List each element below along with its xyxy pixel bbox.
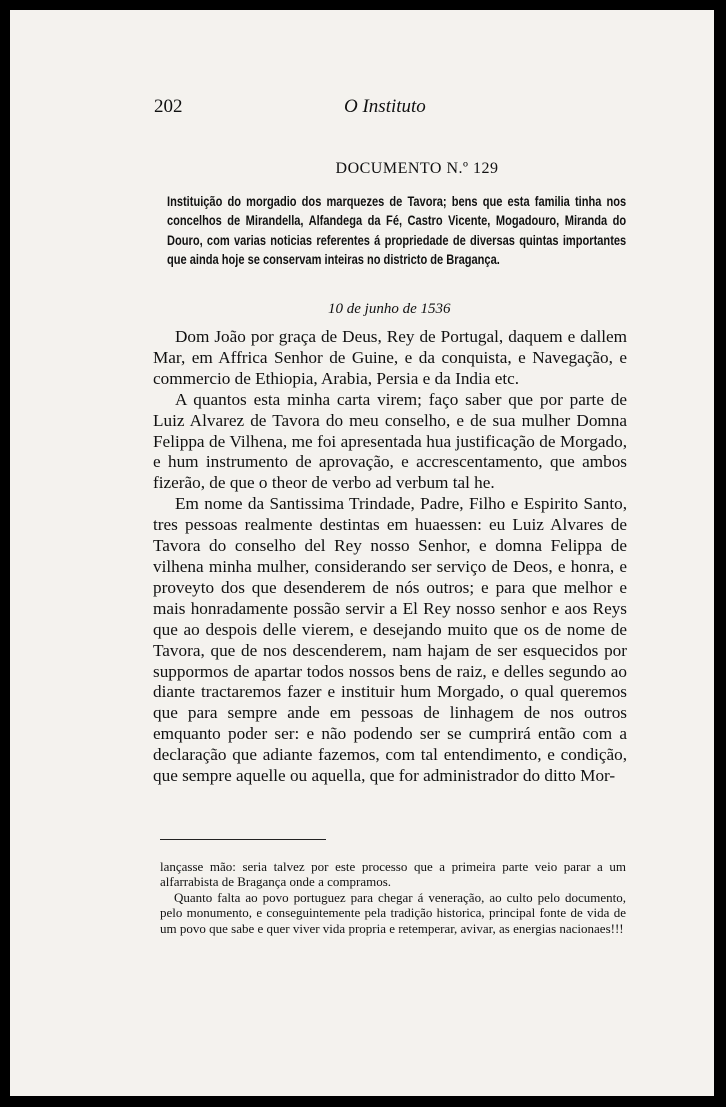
footnote-divider: [160, 839, 326, 840]
document-date: 10 de junho de 1536: [328, 301, 451, 317]
page-number: 202: [154, 96, 183, 117]
footnote-paragraph: Quanto falta ao povo portuguez para chegar á veneração, ao culto pelo documento, pelo monumento, e conseguintemente pela tradição historica, principal fonte de vida de um povo que sabe e quer viver vida propria e retemperar, avivar, as energias nacionaes!!!: [160, 889, 626, 936]
body-paragraph: Em nome da Santissima Trindade, Padre, Filho e Espirito Santo, tres pessoas realmente destintas em huaessen: eu Luiz Alvares de Tavora do conselho del Rey nosso Senhor, e domna Felippa de vilhena minha mulher, considerando ser serviço de Deos, e honra, e proveyto dos que desenderem de nós outros; e para que melhor e mais honradamente possão servir a El Rey nosso senhor e aos Reys que ao despois delle vierem, e desejando muito que os de nome de Tavora, que de nos descenderem, nam hajam de ser esquecidos por suppormos de apartar todos nossos bens de raiz, e delles segundo ao diante tractaremos fazer e instituir hum Morgado, o qual queremos que para sempre ande em pessoas de linhagem de nos outros emquanto poder ser: e não podendo ser se cumprirá então com a declaração que adiante fazemos, com tal entendimento, e condição, que sempre aquelle ou aquella, que for administrador do ditto Mor-: [153, 494, 627, 786]
document-heading: DOCUMENTO N.º 129: [335, 160, 499, 177]
body-text: [153, 327, 627, 787]
footnote-paragraph: lançasse mão: seria talvez por este processo que a primeira parte veio parar a um alfarrabista de Bragança onde a compramos.: [160, 859, 626, 890]
body-paragraph: A quantos esta minha carta virem; faço saber que por parte de Luiz Alvarez de Tavora do meu conselho, e de sua mulher Domna Felippa de Vilhena, me foi apresentada hua justificação de Morgado, e hum instrumento de aprovação, e accrescentamento, que ambos fizerão, de que o theor de verbo ad verbum tal he.: [153, 389, 627, 493]
journal-title: O Instituto: [344, 96, 426, 117]
document-summary: Instituição do morgadio dos marquezes de Tavora; bens que esta familia tinha nos concelhos de Mirandella, Alfandega da Fé, Castro Vicente, Mogadouro, Miranda do Douro, com varias noticias referentes á propriedade de diversas quintas importantes que ainda hoje se conservam inteiras no districto de Bragança.: [167, 194, 627, 267]
running-head: [154, 96, 494, 122]
footnotes: [160, 859, 626, 936]
book-page: [10, 10, 714, 1096]
body-paragraph: Dom João por graça de Deus, Rey de Portugal, daquem e dallem Mar, em Affrica Senhor de Guine, e da conquista, e Navegação, e commercio de Ethiopia, Arabia, Persia e da India etc.: [153, 327, 627, 388]
